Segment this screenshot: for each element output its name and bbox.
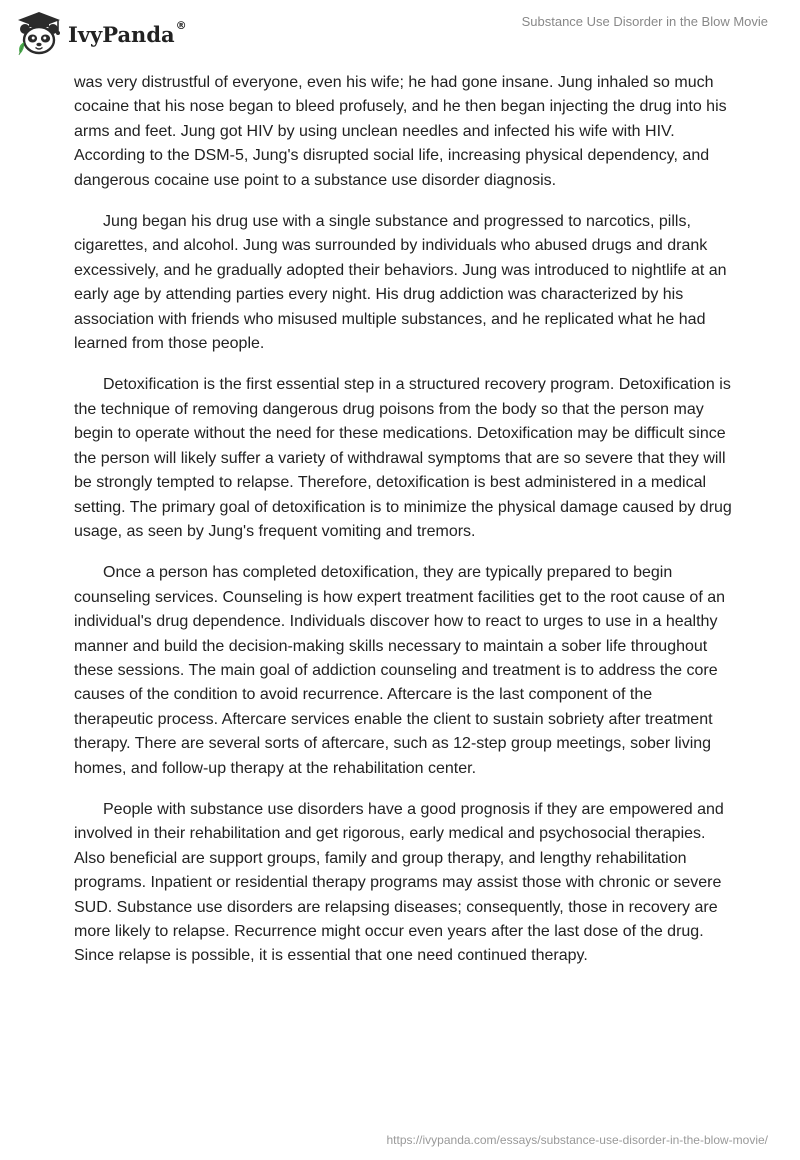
paragraph: Detoxification is the first essential step in a structured recovery program. Detoxification is the technique of removing dangerous drug poisons from the body so that the person may begin to operate without the need for these medications. Detoxification may be difficult since the person will likely suffer a variety of withdrawal symptoms that are so severe that they will be strongly tempted to relapse. Therefore, detoxification is best administered in a medical setting. The primary goal of detoxification is to minimize the physical damage caused by drug usage, as seen by Jung's frequent vomiting and tremors. — [74, 376, 732, 540]
logo-wordmark: IvyPanda® — [68, 18, 187, 47]
document-title: Substance Use Disorder in the Blow Movie — [521, 14, 768, 29]
essay-body — [74, 71, 734, 986]
ivypanda-logo[interactable] — [14, 8, 187, 58]
paragraph: People with substance use disorders have a good prognosis if they are empowered and involved in their rehabilitation and get rigorous, early medical and psychosocial therapies. Also beneficial are support groups, family and group therapy, and lengthy rehabilitation programs. Inpatient or residential therapy programs may assist those with chronic or severe SUD. Substance use disorders are relapsing diseases; consequently, those in recovery are more likely to relapse. Recurrence might occur even years after the last dose of the drug. Since relapse is possible, it is essential that one need continued therapy. — [74, 800, 724, 965]
paragraph: Once a person has completed detoxification, they are typically prepared to begin counseling services. Counseling is how expert treatment facilities get to the root cause of an individual's drug dependence. Individuals discover how to react to urges to use in a healthy manner and build the decision-making skills necessary to maintain a sober life throughout these sessions. The main goal of addiction counseling and treatment is to address the core causes of the condition to avoid recurrence. Aftercare is the last component of the therapeutic process. Aftercare services enable the client to sustain sobriety after treatment therapy. There are several sorts of aftercare, such as 12-step group meetings, sober living homes, and follow-up therapy at the rehabilitation center. — [74, 564, 726, 777]
panda-graduate-icon — [14, 8, 64, 58]
page-header — [0, 0, 800, 70]
paragraph: was very distrustful of everyone, even his wife; he had gone insane. Jung inhaled so much cocaine that his nose began to bleed profusely, and he then began injecting the drug into his arms and feet. Jung got HIV by using unclean needles and infected his wife with HIV. According to the DSM-5, Jung's disrupted social life, increasing physical dependency, and dangerous cocaine use point to a substance use disorder diagnosis. — [74, 74, 727, 189]
source-url-link[interactable]: https://ivypanda.com/essays/substance-use-disorder-in-the-blow-movie/ — [386, 1133, 768, 1147]
paragraph: Jung began his drug use with a single substance and progressed to narcotics, pills, cigarettes, and alcohol. Jung was surrounded by individuals who abused drugs and drank excessively, and he gradually adopted their behaviors. Jung was introduced to nightlife at an early age by attending parties every night. His drug addiction was characterized by his association with friends who misused multiple substances, and he replicated what he had learned from those people. — [74, 213, 727, 353]
